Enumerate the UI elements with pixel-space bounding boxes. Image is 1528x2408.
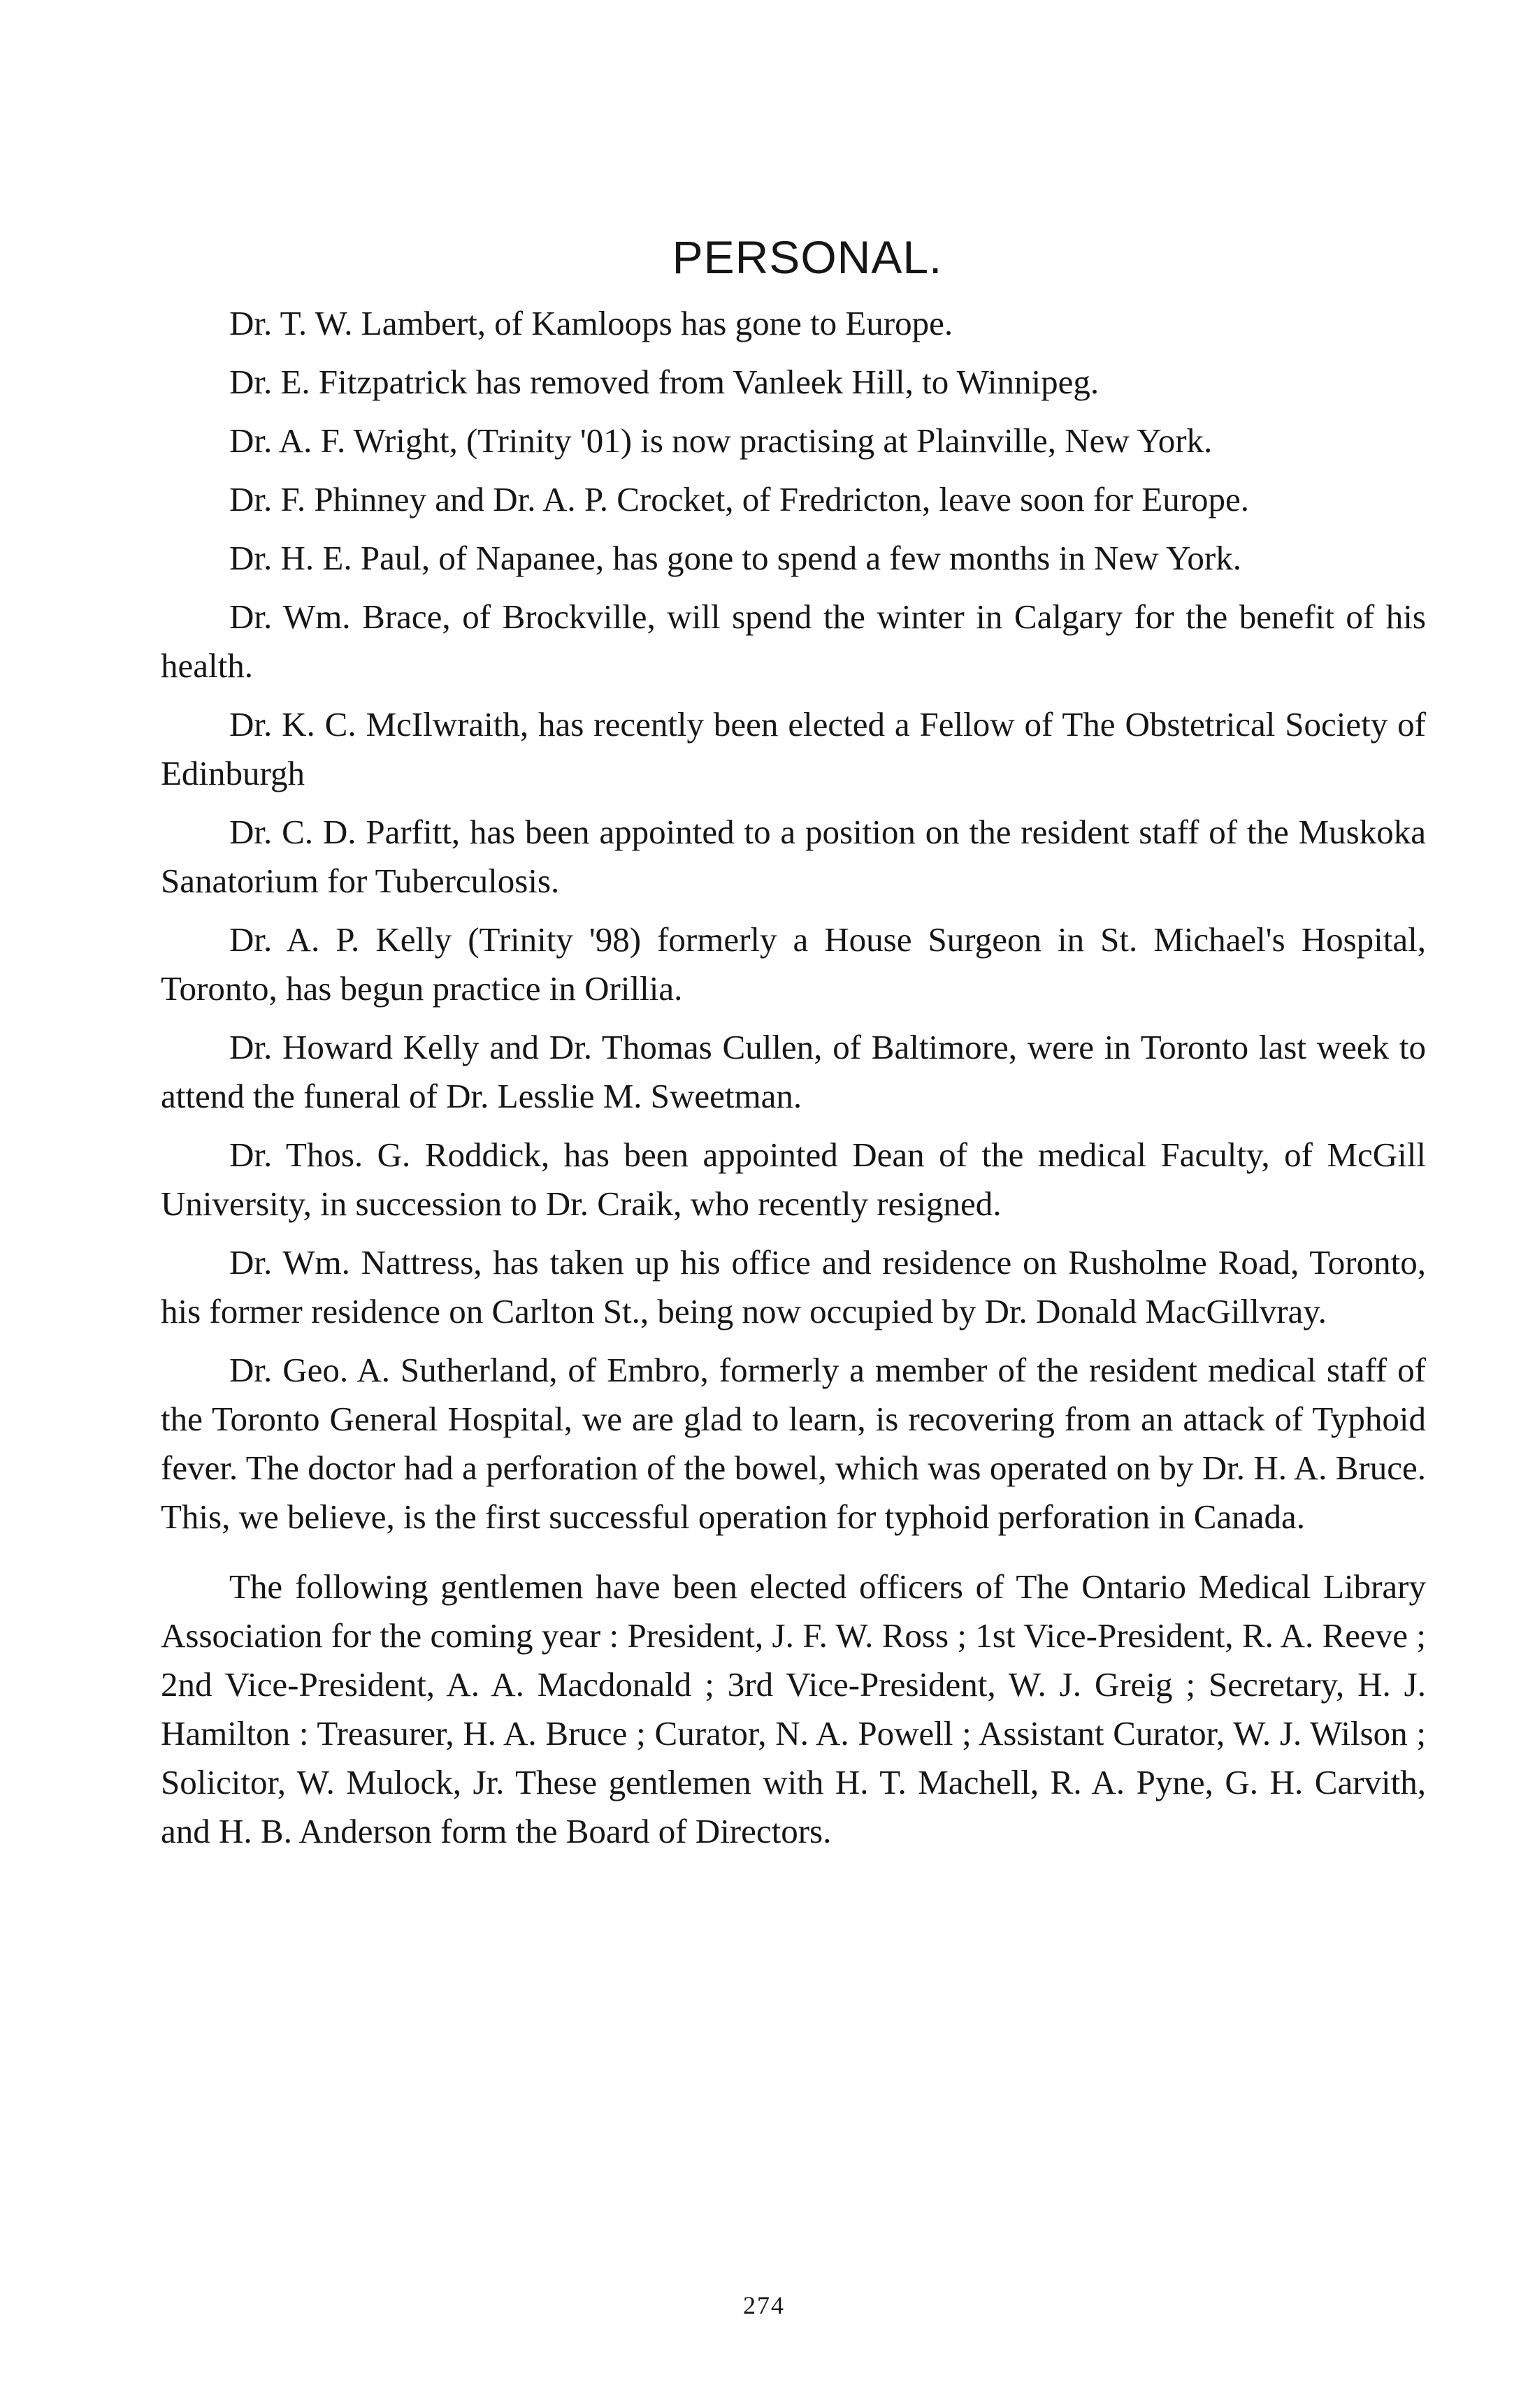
paragraph: Dr. A. P. Kelly (Trinity '98) formerly a House Surgeon in St. Michael's Hospital, Toronto, has begun practice in Orillia. <box>161 920 1426 1008</box>
section-heading: PERSONAL. <box>672 231 943 283</box>
page-number: 274 <box>743 2291 785 2319</box>
paragraph: Dr. T. W. Lambert, of Kamloops has gone to Europe. <box>229 304 953 342</box>
paragraph: Dr. H. E. Paul, of Napanee, has gone to spend a few months in New York. <box>229 539 1241 577</box>
paragraph: Dr. F. Phinney and Dr. A. P. Crocket, of Fredricton, leave soon for Europe. <box>229 480 1250 518</box>
paragraph: The following gentlemen have been elected officers of The Ontario Medical Library Association for the coming year : President, J. F. W. Ross ; 1st Vice-President, R. A. Reeve ; 2nd Vice-President, A. A. Macdonald ; 3rd Vice-President, W. J. Greig ; Secretary, H. J. Hamilton : Treasurer, H. A. Bruce ; Curator, N. A. Powell ; Assistant Curator, W. J. Wilson ; Solicitor, W. Mulock, Jr. These gentlemen with H. T. Machell, R. A. Pyne, G. H. Carvith, and H. B. Anderson form the Board of Directors. <box>161 1567 1426 1850</box>
paragraph: Dr. Wm. Brace, of Brockville, will spend the winter in Calgary for the benefit of his health. <box>161 597 1426 685</box>
paragraph: Dr. A. F. Wright, (Trinity '01) is now practising at Plainville, New York. <box>229 421 1213 460</box>
paragraph: Dr. K. C. McIlwraith, has recently been elected a Fellow of The Obstetrical Society of Edinburgh <box>161 705 1426 792</box>
paragraph: Dr. Howard Kelly and Dr. Thomas Cullen, of Baltimore, were in Toronto last week to attend the funeral of Dr. Lesslie M. Sweetman. <box>161 1028 1426 1115</box>
page-content <box>161 231 1426 1866</box>
paragraph: Dr. Geo. A. Sutherland, of Embro, formerly a member of the resident medical staff of the Toronto General Hospital, we are glad to learn, is recovering from an attack of Typhoid fever. The doctor had a perforation of the bowel, which was operated on by Dr. H. A. Bruce. This, we believe, is the first successful operation for typhoid perforation in Canada. <box>161 1351 1426 1536</box>
paragraph: Dr. C. D. Parfitt, has been appointed to a position on the resident staff of the Muskoka Sanatorium for Tuberculosis. <box>161 813 1426 900</box>
paragraph: Dr. E. Fitzpatrick has removed from Vanleek Hill, to Winnipeg. <box>229 363 1100 401</box>
paragraph: Dr. Wm. Nattress, has taken up his office and residence on Rusholme Road, Toronto, his former residence on Carlton St., being now occupied by Dr. Donald MacGillvray. <box>161 1243 1426 1330</box>
paragraph: Dr. Thos. G. Roddick, has been appointed Dean of the medical Faculty, of McGill University, in succession to Dr. Craik, who recently resigned. <box>161 1136 1426 1223</box>
